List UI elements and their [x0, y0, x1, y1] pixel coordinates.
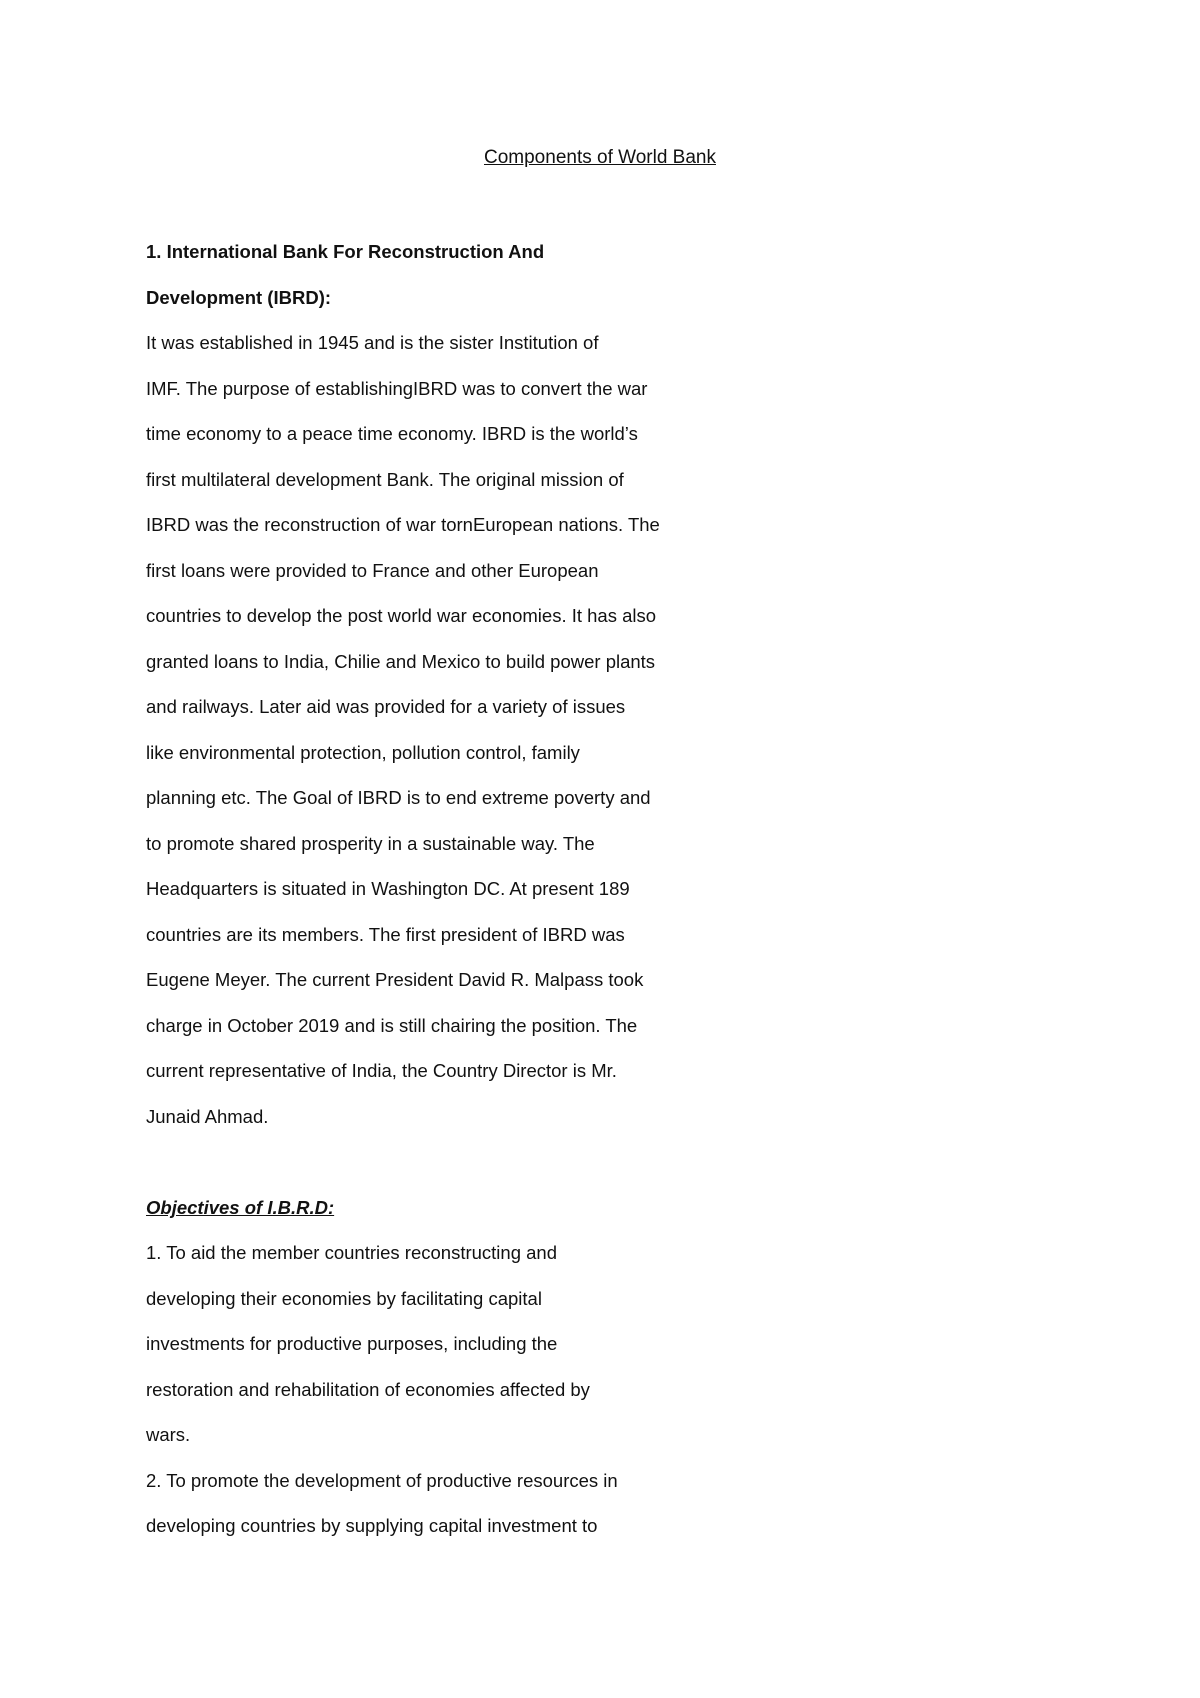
body-text-line: like environmental protection, pollution control, family	[146, 742, 580, 763]
body-text-line: It was established in 1945 and is the sister Institution of	[146, 332, 599, 353]
body-text-line: Junaid Ahmad.	[146, 1106, 269, 1127]
body-text-line: Eugene Meyer. The current President David R. Malpass took	[146, 969, 644, 990]
body-text-line: granted loans to India, Chilie and Mexico to build power plants	[146, 651, 656, 672]
document-title: Components of World Bank	[484, 147, 716, 168]
body-text-line: and railways. Later aid was provided for a variety of issues	[146, 696, 626, 717]
body-text-line: countries are its members. The first president of IBRD was	[146, 924, 625, 945]
body-text-line: to promote shared prosperity in a sustainable way. The	[146, 833, 595, 854]
section-heading-line: Development (IBRD):	[146, 287, 332, 308]
body-text-line: countries to develop the post world war economies. It has also	[146, 605, 657, 626]
body-text-line: first loans were provided to France and other European	[146, 560, 599, 581]
body-text-line: current representative of India, the Country Director is Mr.	[146, 1060, 617, 1081]
objective-text-line: restoration and rehabilitation of economies affected by	[146, 1379, 590, 1400]
body-text-line: planning etc. The Goal of IBRD is to end extreme poverty and	[146, 787, 651, 808]
body-text-line: Headquarters is situated in Washington DC. At present 189	[146, 878, 630, 899]
objective-text-line: 1. To aid the member countries reconstructing and	[146, 1242, 557, 1263]
body-text-line: time economy to a peace time economy. IBRD is the world’s	[146, 423, 638, 444]
body-text-line: IBRD was the reconstruction of war tornEuropean nations. The	[146, 514, 660, 535]
body-text-line: charge in October 2019 and is still chairing the position. The	[146, 1015, 638, 1036]
body-text-line: IMF. The purpose of establishingIBRD was to convert the war	[146, 378, 648, 399]
body-text-line: first multilateral development Bank. The original mission of	[146, 469, 624, 490]
objective-text-line: developing their economies by facilitating capital	[146, 1288, 542, 1309]
objective-text-line: developing countries by supplying capital investment to	[146, 1515, 598, 1536]
objective-text-line: investments for productive purposes, including the	[146, 1333, 558, 1354]
objective-text-line: 2. To promote the development of productive resources in	[146, 1470, 618, 1491]
section-heading-line: 1. International Bank For Reconstruction And	[146, 241, 545, 262]
objectives-heading: Objectives of I.B.R.D:	[146, 1197, 335, 1218]
objective-text-line: wars.	[146, 1424, 191, 1445]
